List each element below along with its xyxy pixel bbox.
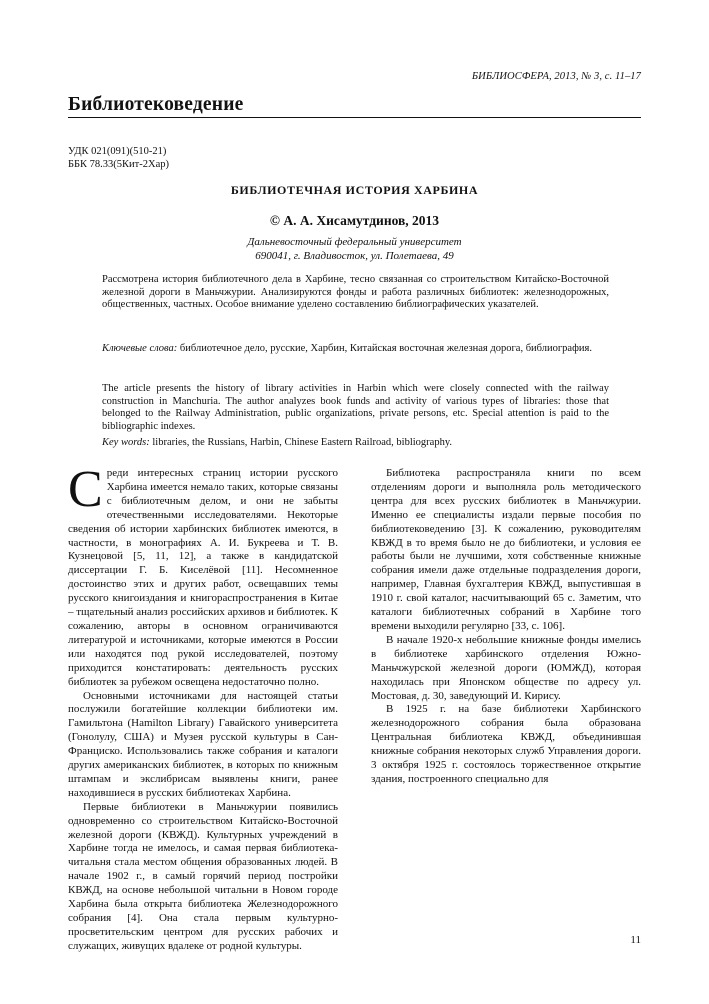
affiliation: [68, 236, 641, 263]
affiliation-address: 690041, г. Владивосток, ул. Полетаева, 49: [255, 249, 454, 262]
keywords-ru-text: библиотечное дело, русские, Харбин, Китайская восточная железная дорога, библиография.: [177, 343, 592, 354]
section-heading: Библиотековедение: [68, 94, 641, 118]
article-title: БИБЛИОТЕЧНАЯ ИСТОРИЯ ХАРБИНА: [230, 183, 479, 197]
article-body: [68, 461, 641, 967]
classification-codes: [68, 146, 169, 171]
abstract-english: The article presents the history of library activities in Harbin which were closely connected with the railway construction in Manchuria. The author analyzes book funds and activity of various types of libraries: those that belonged to the Railway Administration, public organizations, private persons, etc. Special attention is paid to the bibliographic indexes.: [102, 383, 609, 432]
keywords-en-label: Key words:: [102, 437, 150, 448]
keywords-en-text: libraries, the Russians, Harbin, Chinese Eastern Railroad, bibliography.: [149, 437, 453, 448]
body-paragraph: Первые библиотеки в Маньчжурии появились одновременно со строительством Китайско-Восточной железной дороги (КВЖД). Культурных учреждений в Харбине тогда не имелось, и самая первая библиотека-читальня стала местом общения образованных людей. В начале 1902 г., в самый горячий период постройки КВЖД, на основе небольшой читальни в Новом городе Харбина была открыта библиотека Железнодорожного собрания [4]. Она стала первым культурно-просветительским центром для русских рабочих и служащих, живущих вдалеке от родной культуры.: [68, 800, 338, 952]
udk-code: УДК 021(091)(510-21): [68, 146, 167, 157]
abstract-russian: Рассмотрена история библиотечного дела в Харбине, тесно связанная со строительством Китайско-Восточной железной дороги в Маньчжурии. Анализируются фонды и работа различных библиотек: железнодорожных, общественных, частных. Особое внимание уделено составлению библиографических указателей.: [102, 274, 609, 310]
keywords-english: [102, 437, 609, 450]
body-paragraph: В начале 1920-х небольшие книжные фонды имелись в библиотеке харбинского отделения Южно-Маньчжурской железной дороги (ЮМЖД), которая находилась при Японском обществе по адресу ул. Мостовая, д. 30, заведующий И. Кирису.: [371, 633, 641, 702]
running-head: БИБЛИОСФЕРА, 2013, № 3, с. 11–17: [471, 71, 641, 82]
body-paragraph: [68, 461, 339, 690]
body-paragraph: Библиотека распространяла книги по всем отделениям дороги и выполняла роль методического центра для всех русских библиотек в Маньчжурии. Именно ее специалисты издали первые пособия по библиотековедению [3]. К сожалению, руководителям КВЖД в то время было не до библиотеки, и условия ее работы были не лучшими, хотя собственные книжные собрания имели даже отдельные подразделения дороги, например, Главная бухгалтерия КВЖД, выпустившая в 1910 г. свой каталог, насчитывающий 65 с. Заметим, что каталоги библиотечных собраний в Харбине того времени выходили регулярно [33, с. 106].: [371, 467, 641, 632]
drop-cap: С: [68, 461, 103, 518]
paragraph-text: реди интересных страниц истории русского Харбина имеется немало таких, которые связаны с библиотечным делом, и они не забыты отечественными исследователями. Некоторые сведения об истории харбинских библиотек имеются, в частности, в монографиях А. И. Букреева и Т. В. Кузнецовой [5, 11, 12], а также в кандидатской диссертации Г. Б. Киселёвой [11]. Несомненное достоинство этих и других работ, освещавших темы русского книгоиздания и книгораспространения в Китае – тщательный анализ российских архивов и библиотек. К сожалению, авторы в основном ограничиваются литературой и источниками, которые имеются в России или находятся под рукой исследователей, поэтому приходится констатировать: деятельность русских библиотек за рубежом освещена недостаточно полно.: [68, 467, 339, 688]
bbk-code: ББК 78.33(5Кит-2Хар): [68, 158, 170, 170]
page-number: 11: [630, 934, 641, 946]
keywords-ru-label: Ключевые слова:: [102, 343, 178, 354]
affiliation-institution: Дальневосточный федеральный университет: [247, 236, 462, 248]
keywords-russian: [102, 343, 609, 356]
body-paragraph: Основными источниками для настоящей статьи послужили богатейшие коллекции библиотеки им. Гамильтона (Hamilton Library) Гавайского университета (Гонолулу, США) и Музея русской культуры в Сан-Франциско. Использовались также собрания и каталоги других американских библиотек, в которых по книжным штампам и экслибрисам выявлены книги, ранее находившиеся в русских библиотеках Харбина.: [68, 689, 338, 799]
body-paragraph: В 1925 г. на базе библиотеки Харбинского железнодорожного собрания была образована Центральная библиотека КВЖД, объединившая книжные собрания некоторых служб Управления дороги. 3 октября 1925 г. состоялось торжественное открытие здания, построенного специально для: [371, 703, 641, 785]
author-line: © А. А. Хисамутдинов, 2013: [269, 213, 440, 228]
